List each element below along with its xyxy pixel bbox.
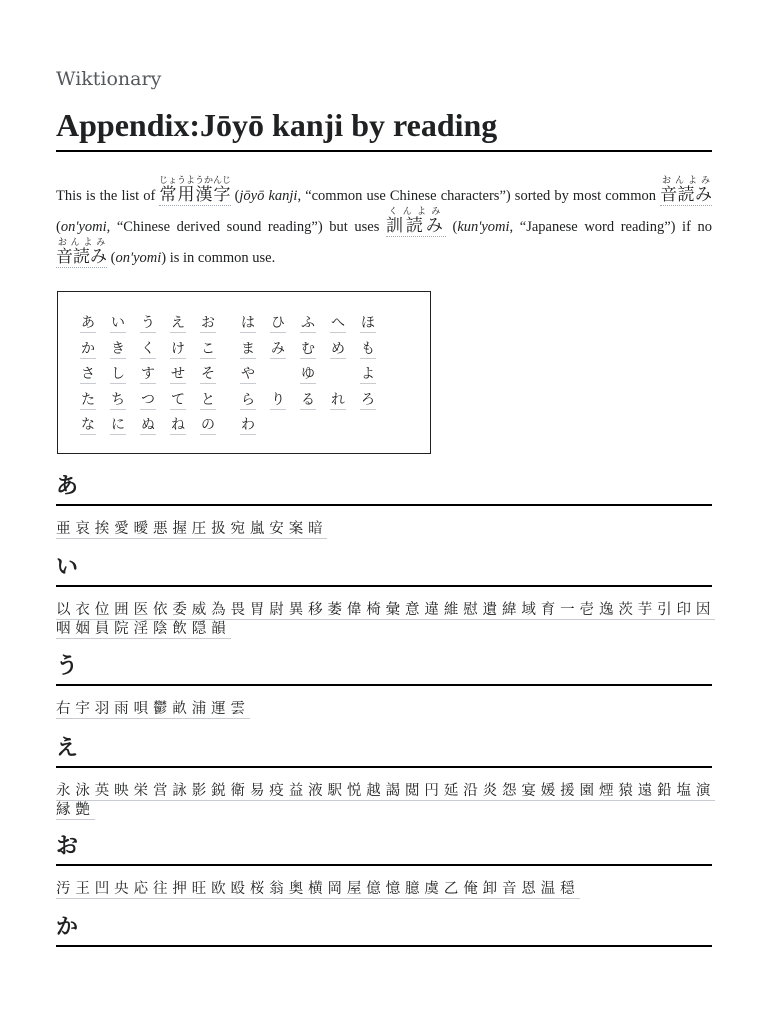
kanji-link[interactable]: 維 (444, 602, 463, 620)
kanji-link[interactable]: 移 (308, 602, 327, 620)
kanji-link[interactable]: 茨 (618, 602, 637, 620)
kanji-link[interactable]: 唄 (134, 701, 153, 719)
kunyomi-link[interactable]: 訓読みくんよみ (385, 207, 446, 236)
kanji-link[interactable]: 疫 (269, 783, 288, 801)
kana-index-link[interactable]: つ (141, 391, 155, 408)
kanji-list (56, 601, 716, 639)
kanji-link[interactable]: 宛 (231, 521, 250, 539)
kanji-list (56, 782, 716, 820)
kanji-link[interactable]: 越 (366, 783, 385, 801)
kana-index-link[interactable]: け (171, 340, 185, 357)
kanji-link[interactable]: 往 (153, 881, 172, 899)
kanji-link[interactable]: 閲 (405, 783, 424, 801)
kanji-link[interactable]: 煙 (599, 783, 618, 801)
joyo-kanji-ruby: じょうようかんじ (158, 176, 231, 186)
kanji-link[interactable]: 韻 (211, 621, 230, 639)
kanji-link[interactable]: 凹 (95, 881, 114, 899)
kanji-link[interactable]: 鬱 (153, 701, 172, 719)
kanji-link[interactable]: 曖 (134, 521, 153, 539)
kanji-link[interactable]: 一 (560, 602, 579, 620)
kanji-link[interactable]: 猿 (618, 783, 637, 801)
kanji-link[interactable]: 安 (269, 521, 288, 539)
kana-index-link[interactable]: か (81, 340, 95, 357)
kanji-link[interactable]: 畏 (231, 602, 250, 620)
kana-index-link[interactable]: ゆ (301, 366, 315, 382)
kanji-link[interactable]: 穏 (560, 881, 579, 899)
kanji-link[interactable]: 羽 (95, 701, 114, 719)
kanji-link[interactable]: 音 (502, 881, 521, 899)
kanji-link[interactable]: 演 (696, 783, 715, 801)
kanji-link[interactable]: 緯 (502, 602, 521, 620)
kanji-link[interactable]: 益 (289, 783, 308, 801)
kana-index-link[interactable]: す (141, 366, 155, 382)
kanji-link[interactable]: 為 (211, 602, 230, 620)
onyomi-ruby: おんよみ (660, 176, 712, 186)
kanji-link[interactable]: 淫 (134, 621, 153, 639)
kanji-link[interactable]: 易 (250, 783, 269, 801)
kana-index-link[interactable]: そ (201, 366, 215, 382)
kanji-link[interactable]: 扱 (211, 521, 230, 539)
kanji-link[interactable]: 偉 (347, 602, 366, 620)
kana-index-link[interactable]: り (271, 391, 285, 408)
onyomi-link-2[interactable]: 音読みおんよみ (56, 238, 107, 267)
kanji-link[interactable]: 畝 (172, 701, 191, 719)
kanji-link[interactable]: 欧 (211, 881, 230, 899)
kanji-link[interactable]: 翁 (269, 881, 288, 899)
kanji-link[interactable]: 延 (444, 783, 463, 801)
kanji-link[interactable]: 屋 (347, 881, 366, 899)
kanji-link[interactable]: 謁 (386, 783, 405, 801)
kana-index-link[interactable]: み (271, 340, 285, 357)
kanji-link[interactable]: 因 (696, 602, 715, 620)
kanji-link[interactable]: 違 (424, 602, 443, 620)
kanji-link[interactable]: 温 (541, 881, 560, 899)
kanji-link[interactable]: 炎 (483, 783, 502, 801)
kanji-link[interactable]: 永 (56, 783, 75, 801)
kanji-link[interactable]: 雲 (231, 701, 250, 719)
reading-section (56, 553, 712, 639)
kana-index-link[interactable]: く (141, 340, 155, 357)
kanji-link[interactable]: 円 (424, 783, 443, 801)
kanji-link[interactable]: 衛 (231, 783, 250, 801)
kanji-link[interactable]: 卸 (483, 881, 502, 899)
kanji-link[interactable]: 姻 (75, 621, 94, 639)
kanji-link[interactable]: 威 (192, 602, 211, 620)
kanji-link[interactable]: 陰 (153, 621, 172, 639)
reading-section (56, 832, 712, 899)
kana-index-link[interactable]: ひ (271, 315, 285, 331)
onyomi-roman-2: on'yomi (115, 250, 162, 266)
kanji-link[interactable]: 依 (153, 602, 172, 620)
kana-index-link[interactable]: さ (81, 366, 95, 382)
kanji-link[interactable]: 壱 (580, 602, 599, 620)
kunyomi-ruby: くんよみ (385, 207, 443, 217)
kanji-link[interactable]: 駅 (327, 783, 346, 801)
kanji-link[interactable]: 英 (95, 783, 114, 801)
kanji-link[interactable]: 嵐 (250, 521, 269, 539)
onyomi-roman: on'yomi (60, 219, 107, 235)
kanji-link[interactable]: 衣 (75, 602, 94, 620)
kanji-link[interactable]: 央 (114, 881, 133, 899)
reading-section (56, 913, 712, 947)
kanji-link[interactable]: 応 (134, 881, 153, 899)
kana-index-link[interactable]: ち (111, 391, 125, 408)
kanji-link[interactable]: 握 (172, 521, 191, 539)
kanji-link[interactable]: 憶 (386, 881, 405, 899)
kanji-link[interactable]: 囲 (114, 602, 133, 620)
kanji-link[interactable]: 宴 (521, 783, 540, 801)
kana-index-link[interactable]: や (241, 366, 255, 382)
kana-index-link[interactable]: お (201, 315, 215, 331)
kanji-link[interactable]: 飲 (172, 621, 191, 639)
kanji-link[interactable]: 悦 (347, 783, 366, 801)
kana-index-link[interactable]: る (301, 391, 315, 408)
kanji-link[interactable]: 意 (405, 602, 424, 620)
kanji-link[interactable]: 萎 (327, 602, 346, 620)
kana-index-link[interactable]: て (171, 391, 185, 408)
kana-index-link[interactable]: な (81, 417, 95, 433)
kanji-link[interactable]: 液 (308, 783, 327, 801)
kanji-link[interactable]: 沿 (463, 783, 482, 801)
kana-index-link[interactable]: ま (241, 340, 255, 357)
intro-text: This is the list of (56, 188, 160, 204)
kanji-link[interactable]: 媛 (541, 783, 560, 801)
kana-index-link[interactable]: の (201, 417, 215, 433)
kanji-link[interactable]: 圧 (192, 521, 211, 539)
kanji-link[interactable]: 運 (211, 701, 230, 719)
kana-index-link[interactable]: う (141, 315, 155, 331)
kanji-list (56, 880, 716, 899)
section-heading: お (56, 832, 712, 866)
kanji-link[interactable]: 以 (56, 602, 75, 620)
kanji-link[interactable]: 詠 (172, 783, 191, 801)
kanji-list (56, 700, 716, 719)
kanji-link[interactable]: 悪 (153, 521, 172, 539)
kanji-link[interactable]: 隠 (192, 621, 211, 639)
kana-index-link[interactable]: し (111, 366, 125, 382)
kanji-link[interactable]: 恩 (521, 881, 540, 899)
kanji-link[interactable]: 彙 (386, 602, 405, 620)
kanji-link[interactable]: 殴 (231, 881, 250, 899)
kanji-link[interactable]: 営 (153, 783, 172, 801)
kana-index-link[interactable]: こ (201, 340, 215, 357)
kanji-link[interactable]: 右 (56, 701, 75, 719)
kanji-link[interactable]: 育 (541, 602, 560, 620)
kanji-link[interactable]: 王 (75, 881, 94, 899)
kanji-link[interactable]: 逸 (599, 602, 618, 620)
kana-index-box (57, 291, 431, 454)
kanji-link[interactable]: 域 (521, 602, 540, 620)
kanji-link[interactable]: 横 (308, 881, 327, 899)
kanji-link[interactable]: 奥 (289, 881, 308, 899)
page-title: Appendix:Jōyō kanji by reading (56, 104, 712, 152)
kanji-link[interactable]: 縁 (56, 802, 75, 820)
kana-index-link[interactable]: き (111, 340, 125, 357)
kanji-link[interactable]: 尉 (269, 602, 288, 620)
kana-index-link[interactable]: え (171, 315, 185, 331)
kanji-link[interactable]: 位 (95, 602, 114, 620)
section-heading: う (56, 652, 712, 686)
kanji-link[interactable]: 艶 (75, 802, 94, 820)
kunyomi-roman: kun'yomi (457, 219, 510, 235)
kanji-link[interactable]: 医 (134, 602, 153, 620)
kanji-link[interactable]: 押 (172, 881, 191, 899)
kana-index-link[interactable]: ろ (361, 391, 375, 408)
kanji-link[interactable]: 虞 (424, 881, 443, 899)
kanji-link[interactable]: 案 (289, 521, 308, 539)
kana-index-link[interactable]: ね (171, 417, 185, 433)
kanji-link[interactable]: 委 (172, 602, 191, 620)
kanji-link[interactable]: 旺 (192, 881, 211, 899)
kana-index-link[interactable]: は (241, 315, 255, 331)
kana-index-link[interactable]: へ (331, 315, 345, 331)
kanji-link[interactable]: 塩 (677, 783, 696, 801)
kana-index-link[interactable]: も (361, 340, 375, 357)
kana-index-link[interactable]: と (201, 391, 215, 408)
kanji-link[interactable]: 園 (580, 783, 599, 801)
kanji-link[interactable]: 亜 (56, 521, 75, 539)
kana-index-link[interactable]: い (111, 315, 125, 331)
kana-index-link[interactable]: ほ (361, 315, 375, 331)
kana-index-link[interactable]: ら (241, 391, 255, 408)
kanji-link[interactable]: 怨 (502, 783, 521, 801)
kanji-link[interactable]: 栄 (134, 783, 153, 801)
kana-index-link[interactable]: わ (241, 417, 255, 433)
kana-index-link[interactable]: め (331, 340, 345, 357)
site-name: Wiktionary (56, 68, 162, 90)
kana-index-link[interactable]: た (81, 391, 95, 408)
kanji-link[interactable]: 哀 (75, 521, 94, 539)
kanji-link[interactable]: 雨 (114, 701, 133, 719)
kanji-link[interactable]: 異 (289, 602, 308, 620)
kanji-link[interactable]: 引 (657, 602, 676, 620)
section-heading: か (56, 913, 712, 947)
kanji-link[interactable]: 宇 (75, 701, 94, 719)
kana-index-link[interactable]: あ (81, 315, 95, 331)
kanji-link[interactable]: 桜 (250, 881, 269, 899)
joyo-kanji-link[interactable]: 常用漢字じょうようかんじ (158, 176, 231, 205)
kanji-link[interactable]: 員 (95, 621, 114, 639)
kanji-link[interactable]: 愛 (114, 521, 133, 539)
kanji-link[interactable]: 億 (366, 881, 385, 899)
kana-index-link[interactable]: ふ (301, 315, 315, 331)
section-heading: い (56, 553, 712, 587)
onyomi-ruby-2: おんよみ (56, 238, 107, 248)
reading-section (56, 472, 712, 539)
kanji-link[interactable]: 胃 (250, 602, 269, 620)
kanji-link[interactable]: 遺 (483, 602, 502, 620)
kanji-link[interactable]: 岡 (327, 881, 346, 899)
kanji-link[interactable]: 浦 (192, 701, 211, 719)
kana-index-link[interactable]: に (111, 417, 125, 433)
section-heading: え (56, 734, 712, 768)
kanji-link[interactable]: 映 (114, 783, 133, 801)
kanji-link[interactable]: 咽 (56, 621, 75, 639)
kanji-link[interactable]: 暗 (308, 521, 327, 539)
kanji-link[interactable]: 影 (192, 783, 211, 801)
kana-index-link[interactable]: せ (171, 366, 185, 382)
kanji-link[interactable]: 汚 (56, 881, 75, 899)
kana-index-link[interactable]: れ (331, 391, 345, 408)
kana-index-link[interactable]: ぬ (141, 417, 155, 433)
kanji-link[interactable]: 椅 (366, 602, 385, 620)
kanji-link[interactable]: 俺 (463, 881, 482, 899)
kanji-list (56, 520, 716, 539)
kanji-link[interactable]: 院 (114, 621, 133, 639)
reading-section (56, 652, 712, 719)
joyo-roman: jōyō kanji (239, 188, 298, 204)
kanji-link[interactable]: 乙 (444, 881, 463, 899)
onyomi-link[interactable]: 音読みおんよみ (660, 176, 712, 205)
kanji-link[interactable]: 挨 (95, 521, 114, 539)
section-heading: あ (56, 472, 712, 506)
kanji-link[interactable]: 印 (677, 602, 696, 620)
kanji-link[interactable]: 鉛 (657, 783, 676, 801)
kanji-link[interactable]: 臆 (405, 881, 424, 899)
kanji-link[interactable]: 鋭 (211, 783, 230, 801)
reading-section (56, 734, 712, 820)
intro-paragraph: This is the list of 常用漢字じょうようかんじ (jōyō kanji, “common use Chinese characters”) sorted by most common 音読みおんよみ (on'yomi, “Chinese derived sound reading”) but uses 訓読みくんよみ (kun'yomi, “Japanese word reading”) if no 音読みおんよみ (on'yomi) is in common use. (56, 176, 713, 267)
kana-index-link[interactable]: よ (361, 366, 375, 382)
kanji-link[interactable]: 遠 (638, 783, 657, 801)
kanji-link[interactable]: 芋 (638, 602, 657, 620)
kana-index-link[interactable]: む (301, 340, 315, 357)
kanji-link[interactable]: 援 (560, 783, 579, 801)
kanji-link[interactable]: 泳 (75, 783, 94, 801)
kanji-link[interactable]: 慰 (463, 602, 482, 620)
